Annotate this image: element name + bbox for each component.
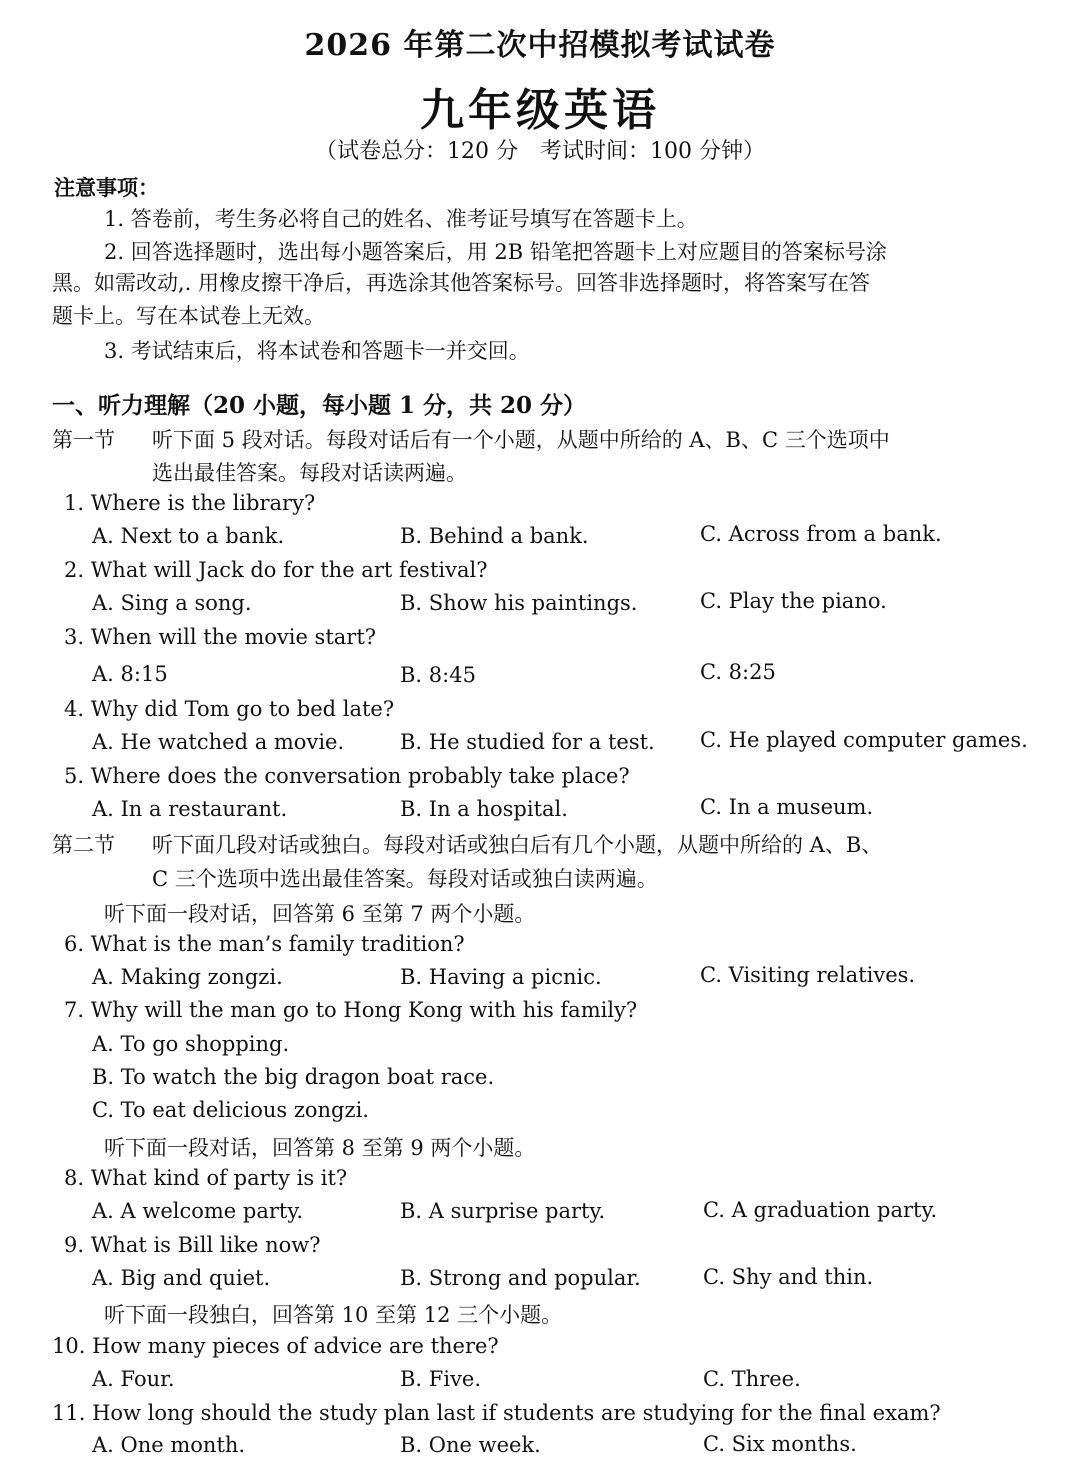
option-c: C. To eat delicious zongzi. <box>92 1098 369 1122</box>
note-line: 黑。如需改动,. 用橡皮擦干净后，再选涂其他答案标号。回答非选择题时，将答案写在答 <box>52 271 871 295</box>
option-b: B. Show his paintings. <box>400 591 638 615</box>
option-c: C. Shy and thin. <box>703 1265 874 1289</box>
option-c: C. Across from a bank. <box>700 522 942 546</box>
option-b: B. Strong and popular. <box>400 1266 641 1290</box>
subject-title: 九年级英语 <box>420 85 660 136</box>
notes-title: 注意事项： <box>54 175 159 200</box>
option-b: B. Behind a bank. <box>400 524 589 548</box>
option-a: A. Big and quiet. <box>92 1266 271 1290</box>
part-instruction: 听下面几段对话或独白。每段对话或独白后有几个小题，从题中所给的 A、B、 <box>152 833 883 857</box>
question: 11. How long should the study plan last if students are studying for the final exam? <box>52 1401 941 1425</box>
option-a: A. In a restaurant. <box>92 797 288 821</box>
option-a: A. To go shopping. <box>92 1032 290 1056</box>
option-a: A. 8:15 <box>92 662 168 686</box>
question: 7. Why will the man go to Hong Kong with his family? <box>64 998 638 1022</box>
question: 10. How many pieces of advice are there? <box>52 1334 499 1358</box>
option-b: B. 8:45 <box>400 663 476 687</box>
question: 6. What is the man’s family tradition? <box>64 932 465 956</box>
question: 5. Where does the conversation probably take place? <box>64 764 630 788</box>
sub-instruction: 听下面一段对话，回答第 8 至第 9 两个小题。 <box>104 1136 536 1160</box>
part-instruction: 选出最佳答案。每段对话读两遍。 <box>152 461 467 485</box>
option-b: B. In a hospital. <box>400 797 568 821</box>
part-instruction: 听下面 5 段对话。每段对话后有一个小题，从题中所给的 A、B、C 三个选项中 <box>152 428 890 452</box>
section-heading: 一、听力理解（20 小题，每小题 1 分，共 20 分） <box>52 392 587 419</box>
option-a: A. Making zongzi. <box>92 965 283 989</box>
question: 1. Where is the library? <box>64 491 316 515</box>
option-c: C. A graduation party. <box>703 1198 938 1222</box>
question: 4. Why did Tom go to bed late? <box>64 697 395 721</box>
option-b: B. Five. <box>400 1367 482 1391</box>
option-c: C. Play the piano. <box>700 589 887 613</box>
question: 9. What is Bill like now? <box>64 1233 321 1257</box>
option-a: A. Four. <box>92 1367 175 1391</box>
option-b: B. To watch the big dragon boat race. <box>92 1065 495 1089</box>
option-a: A. He watched a movie. <box>92 730 345 754</box>
note-line: 2. 回答选择题时，选出每小题答案后，用 2B 铅笔把答题卡上对应题目的答案标号涂 <box>104 240 887 264</box>
sub-instruction: 听下面一段对话，回答第 6 至第 7 两个小题。 <box>104 902 536 926</box>
option-b: B. Having a picnic. <box>400 965 602 989</box>
option-b: B. A surprise party. <box>400 1199 606 1223</box>
option-c: C. Three. <box>703 1367 801 1391</box>
sub-instruction: 听下面一段独白，回答第 10 至第 12 三个小题。 <box>104 1303 563 1327</box>
note-line: 1. 答卷前，考生务必将自己的姓名、准考证号填写在答题卡上。 <box>104 207 698 231</box>
part-label: 第一节 <box>52 428 115 452</box>
exam-title: 2026 年第二次中招模拟考试试卷 <box>304 28 776 63</box>
note-line: 题卡上。写在本试卷上无效。 <box>52 304 325 328</box>
option-a: A. A welcome party. <box>92 1199 304 1223</box>
question: 8. What kind of party is it? <box>64 1166 348 1190</box>
option-a: A. Sing a song. <box>92 591 252 615</box>
question: 2. What will Jack do for the art festival? <box>64 558 488 582</box>
option-c: C. In a museum. <box>700 795 874 819</box>
option-b: B. One week. <box>400 1433 541 1457</box>
question: 3. When will the movie start? <box>64 625 377 649</box>
option-b: B. He studied for a test. <box>400 730 655 754</box>
option-c: C. Visiting relatives. <box>700 963 916 987</box>
part-instruction: C 三个选项中选出最佳答案。每段对话或独白读两遍。 <box>152 867 658 891</box>
part-label: 第二节 <box>52 833 115 857</box>
option-a: A. One month. <box>92 1433 246 1457</box>
option-c: C. 8:25 <box>700 660 776 684</box>
option-c: C. He played computer games. <box>700 728 1028 752</box>
exam-info: （试卷总分：120 分 考试时间：100 分钟） <box>315 139 765 164</box>
option-c: C. Six months. <box>703 1432 857 1456</box>
option-a: A. Next to a bank. <box>92 524 285 548</box>
note-line: 3. 考试结束后，将本试卷和答题卡一并交回。 <box>104 339 530 363</box>
